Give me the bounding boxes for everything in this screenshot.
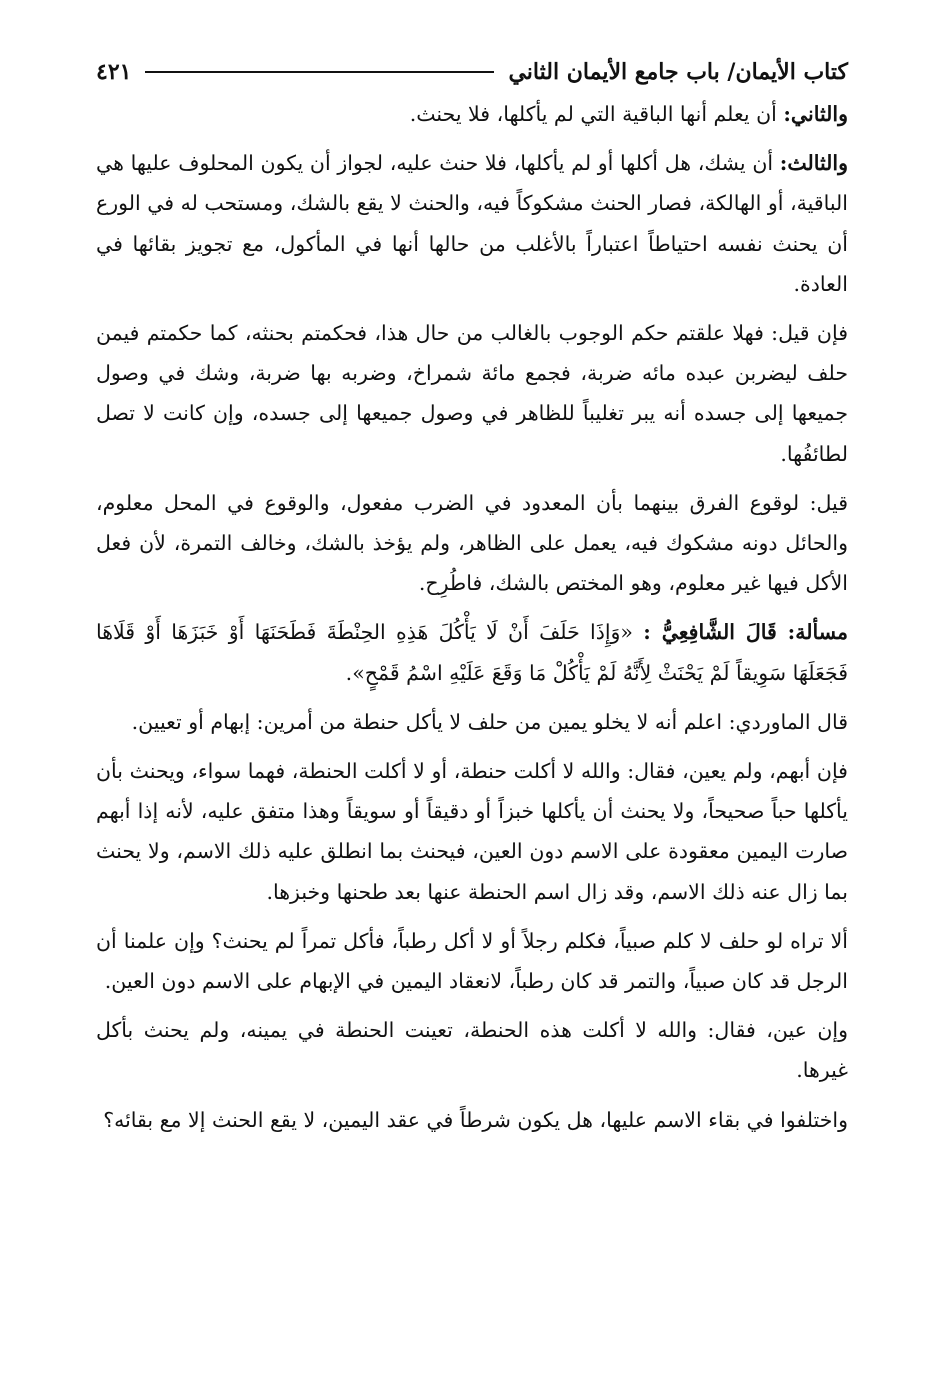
page-number: ٤٢١ [96,59,132,85]
paragraph-reply [96,483,848,604]
paragraph-text: قال الماوردي: اعلم أنه لا يخلو يمين من حلف لا يأكل حنطة من أمرين: إبهام أو تعيين. [131,709,848,734]
paragraph-lead: والثالث: [779,151,848,176]
shafii-quote: «وَإِذَا حَلَفَ أَنْ لَا يَأْكُلَ هَذِهِ الحِنْطَةَ فَطَحَنَهَا أَوْ خَبَزَهَا أَوْ قَلَاهَا فَجَعَلَهَا سَوِيقاً لَمْ يَحْنَثْ لِأَنَّهُ لَمْ يَأْكُلْ مَا وَقَعَ عَلَيْهِ اسْمُ قَمْحٍ». [96,620,848,685]
paragraph-example [96,921,848,1001]
paragraph-text: فإن أبهم، ولم يعين، فقال: والله لا أكلت حنطة، أو لا أكلت الحنطة، فهما سواء، ويحنث بأن يأكلها حباً صحيحاً، ولا يحنث أن يأكلها خبزاً أو دقيقاً أو سويقاً وهذا متفق عليه، لأنه إذا أبهم صارت اليمين معقودة على الاسم دون العين، فيحنث بما انطلق عليه ذلك الاسم، ولا يحنث بما زال عنه ذلك الاسم، وقد زال اسم الحنطة عنها بعد طحنها وخبزها. [96,759,848,904]
paragraph-text: قيل: لوقوع الفرق بينهما بأن المعدود في الضرب مفعول، والوقوع في المحل معلوم، والحائل دونه مشكوك فيه، يعمل على الظاهر، ولم يؤخذ بالشك، وخالف التمرة، لأن فعل الأكل فيها غير معلوم، وهو المختص بالشك، فاطُرِح. [96,490,848,596]
paragraph-text: فإن قيل: فهلا علقتم حكم الوجوب بالغالب من حال هذا، فحكمتم بحنثه، كما حكمتم فيمن حلف ليضربن عبده مائه ضربة، فجمع مائة شمراخ، وضربه بها ضربة، وشك في وصول جميعها إلى جسده أنه يبر تغليباً للظاهر في وصول جميعها إلى جسده، وإن كانت لا تصل لطائفُها. [96,321,848,466]
paragraph-tayin [96,1010,848,1090]
paragraph-second-case [96,94,848,134]
paragraph-lead: والثاني: [783,102,848,126]
header-rule [145,71,494,73]
paragraph-text: أن يشك، هل أكلها أو لم يأكلها، فلا حنث عليه، لجواز أن يكون المحلوف عليها هي الباقية، أو الهالكة، فصار الحنث مشكوكاً فيه، والحنث لا يقع بالشك، ومستحب له في الورع أن يحنث نفسه احتياطاً اعتباراً بالأغلب من حالها أنها في المأكول، مع تجويز بقائها في العادة. [96,151,848,296]
paragraph-text: وإن عين، فقال: والله لا أكلت هذه الحنطة، تعينت الحنطة في يمينه، ولم يحنث بأكل غيرها. [96,1018,848,1083]
header-title: كتاب الأيمان/ باب جامع الأيمان الثاني [508,59,848,85]
running-header [96,52,848,92]
paragraph-text: أن يعلم أنها الباقية التي لم يأكلها، فلا يحنث. [409,102,784,126]
masala-heading: مسألة: قَالَ الشَّافِعِيُّ : [643,620,848,645]
paragraph-third-case [96,143,848,304]
paragraph-masala [96,612,848,692]
paragraph-mawardi [96,702,848,742]
paragraph-text: ألا تراه لو حلف لا كلم صبياً، فكلم رجلاً أو لا أكل رطباً، فأكل تمراً لم يحنث؟ وإن علمنا أن الرجل قد كان صبياً، والتمر قد كان رطباً، لانعقاد اليمين في الإبهام على الاسم دون العين. [96,928,848,994]
book-page [96,52,848,1149]
paragraph-text: واختلفوا في بقاء الاسم عليها، هل يكون شرطاً في عقد اليمين، لا يقع الحنث إلا مع بقائه؟ [103,1107,848,1132]
paragraph-objection [96,313,848,474]
paragraph-ikhtilaf [96,1100,848,1140]
paragraph-ibham [96,751,848,912]
